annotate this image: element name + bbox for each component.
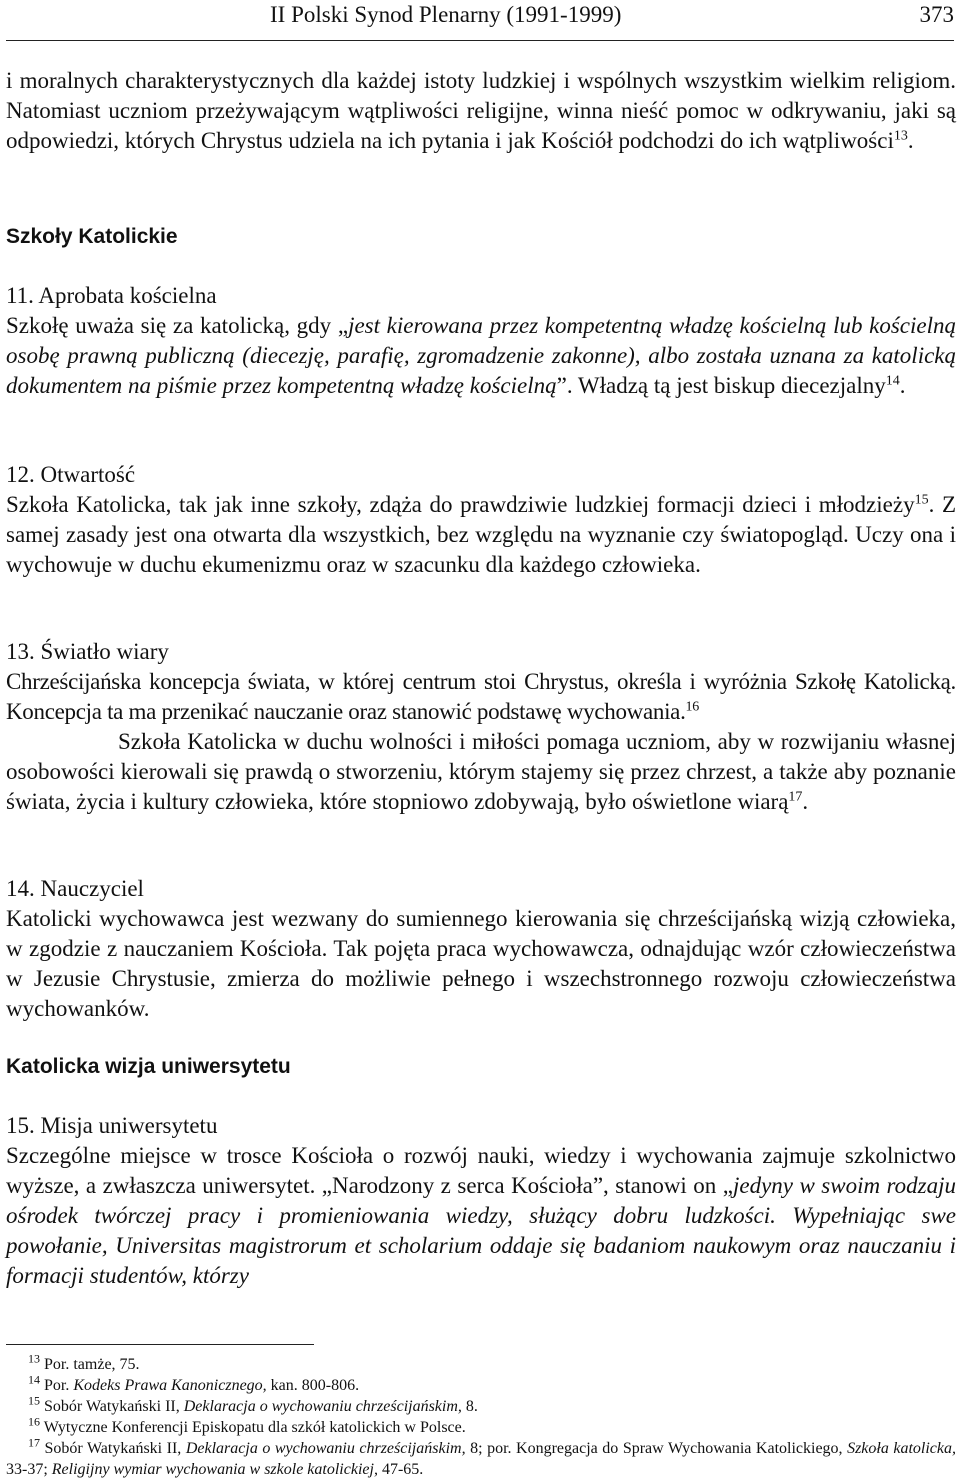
footnote-text: Sobór Watykański II, <box>44 1398 184 1415</box>
paragraph-13-title: 13. Światło wiary <box>6 639 169 664</box>
footnote-16 <box>6 1414 956 1438</box>
footnote-number: 17 <box>28 1435 40 1450</box>
intro-end: . <box>907 128 914 153</box>
footnote-15 <box>6 1393 956 1417</box>
footnote-text: Por. tamże, 75. <box>44 1356 140 1373</box>
footnote-text: 33-37; <box>6 1461 52 1478</box>
footnote-text: Kodeks Prawa Kanonicznego, <box>73 1377 267 1394</box>
paragraph-13-body-a <box>6 667 956 727</box>
header-rule <box>6 40 954 41</box>
footnote-rule <box>6 1344 314 1345</box>
p11-lead: Szkołę uważa się za katolicką, gdy „ <box>6 313 349 338</box>
footnote-text: Sobór Watykański II, <box>44 1440 186 1457</box>
footnote-17 <box>6 1435 957 1480</box>
footnote-text: Szkoła katolicka, <box>847 1440 957 1457</box>
intro-text: i moralnych charakterystycznych dla każdej istoty ludzkiej i wspólnych wszystkim wielkim religiom. Natomiast uczniom przeżywającym wątpliwości religijne, winna nieść pomoc w odkrywaniu, jaki są odpowiedzi, których Chrystus udziela na ich pytania i jak Kościół podchodzi do ich wątpliwości <box>6 68 956 153</box>
footnote-number: 13 <box>28 1351 40 1366</box>
p11-quote: jest kierowana przez kompetentną władzę kościelną lub kościelną osobę prawną publiczną (diecezję, parafię, zgromadzenie zakonne), albo została uznana za katolicką dokumentem na piśmie przez kompetentną władzę kościelną <box>6 313 956 398</box>
page-header <box>0 0 960 48</box>
p13-text-a: Chrześcijańska koncepcja świata, w której centrum stoi Chrystus, określa i wyróżnia Szkołę Katolicką. Koncepcja ta ma przenikać nauczanie oraz stanowić podstawę wychowania. <box>6 669 956 724</box>
footnote-ref-17: 17 <box>788 789 803 805</box>
p12-text-a: Szkoła Katolicka, tak jak inne szkoły, zdąża do prawdziwie ludzkiej formacji dzieci i młodzieży <box>6 492 915 517</box>
paragraph-15-title: 15. Misja uniwersytetu <box>6 1113 218 1138</box>
p15-lead: Szczególne miejsce w trosce Kościoła o rozwój nauki, wiedzy i wychowania zajmuje szkolnictwo wyższe, a zwłaszcza uniwersytet. „Narodzony z serca Kościoła”, stanowi on „ <box>6 1143 956 1198</box>
paragraph-12-title: 12. Otwartość <box>6 462 136 487</box>
p13-text-b: Szkoła Katolicka w duchu wolności i miłości pomaga uczniom, aby w rozwijaniu własnej osobowości kierowali się prawdą o stworzeniu, którym stajemy się przez chrzest, a także aby poznanie świata, życia i kultury człowieka, które stopniowo zdobywają, było oświetlone wiarą <box>6 729 956 814</box>
running-head: II Polski Synod Plenarny (1991-1999) <box>270 2 622 27</box>
paragraph-12-body <box>6 490 956 580</box>
footnote-number: 16 <box>28 1414 40 1429</box>
footnote-text: Deklaracja o wychowaniu chrześcijańskim, <box>183 1398 462 1415</box>
paragraph-14-body: Katolicki wychowawca jest wezwany do sumiennego kierowania się chrześcijańską wizją człowieka, w zgodzie z nauczaniem Kościoła. Tak pojęta praca wychowawcza, odnajdując wzór człowieczeństwa w Jezusie Chrystusie, zmierza do możliwie pełnego i wszechstronnego rozwoju człowieczeństwa wychowanków. <box>6 906 956 1021</box>
footnote-ref-15: 15 <box>914 492 929 508</box>
paragraph-14-title: 14. Nauczyciel <box>6 876 144 901</box>
footnote-text: Wytyczne Konferencji Episkopatu dla szkół katolickich w Polsce. <box>43 1419 466 1436</box>
footnote-text: Por. <box>44 1377 74 1394</box>
p15-quote: jedyny w swoim rodzaju ośrodek twórczej pracy i promieniowania wiedzy, służący dobru ludzkości. Wypełniając swe powołanie, Universitas magistrorum et scholarium oddaje się badaniom naukowym oraz nauczaniu i formacji studentów, którzy <box>6 1173 956 1288</box>
footnote-text: Deklaracja o wychowaniu chrześcijańskim, <box>185 1440 466 1457</box>
paragraph-11-title: 11. Aprobata kościelna <box>6 283 217 308</box>
paragraph-15-body <box>6 1141 956 1291</box>
paragraph-11-body <box>6 311 956 401</box>
footnote-ref-16: 16 <box>685 699 699 715</box>
footnote-number: 14 <box>28 1372 40 1387</box>
page-number: 373 <box>919 2 954 27</box>
p12-text-b: . Z samej zasady jest ona otwarta dla wszystkich, bez względu na wyznanie czy światopogląd. Uczy ona i wychowuje w duchu ekumenizmu oraz w szacunku dla każdego człowieka. <box>6 492 956 577</box>
p13-end: . <box>802 789 809 814</box>
paragraph-13-body-b <box>6 727 956 817</box>
footnote-ref-14: 14 <box>885 373 900 389</box>
footnote-text: 47-65. <box>377 1461 424 1478</box>
footnote-number: 15 <box>28 1393 40 1408</box>
footnote-14 <box>6 1372 956 1396</box>
section-heading-katolicka-wizja-uniwersytetu: Katolicka wizja uniwersytetu <box>6 1055 291 1078</box>
p11-tail: ”. Władzą tą jest biskup diecezjalny <box>556 373 886 398</box>
p11-end: . <box>899 373 906 398</box>
footnote-text: 8; por. Kongregacja do Spraw Wychowania Katolickiego, <box>465 1440 848 1457</box>
footnote-ref-13: 13 <box>893 128 908 144</box>
footnote-13 <box>6 1351 956 1375</box>
footnote-text: 8. <box>461 1398 478 1415</box>
footnote-text: kan. 800-806. <box>266 1377 360 1394</box>
intro-paragraph <box>6 66 956 156</box>
footnote-text: Religijny wymiar wychowania w szkole katolickiej, <box>51 1461 378 1478</box>
section-heading-szkoly-katolickie: Szkoły Katolickie <box>6 225 178 248</box>
